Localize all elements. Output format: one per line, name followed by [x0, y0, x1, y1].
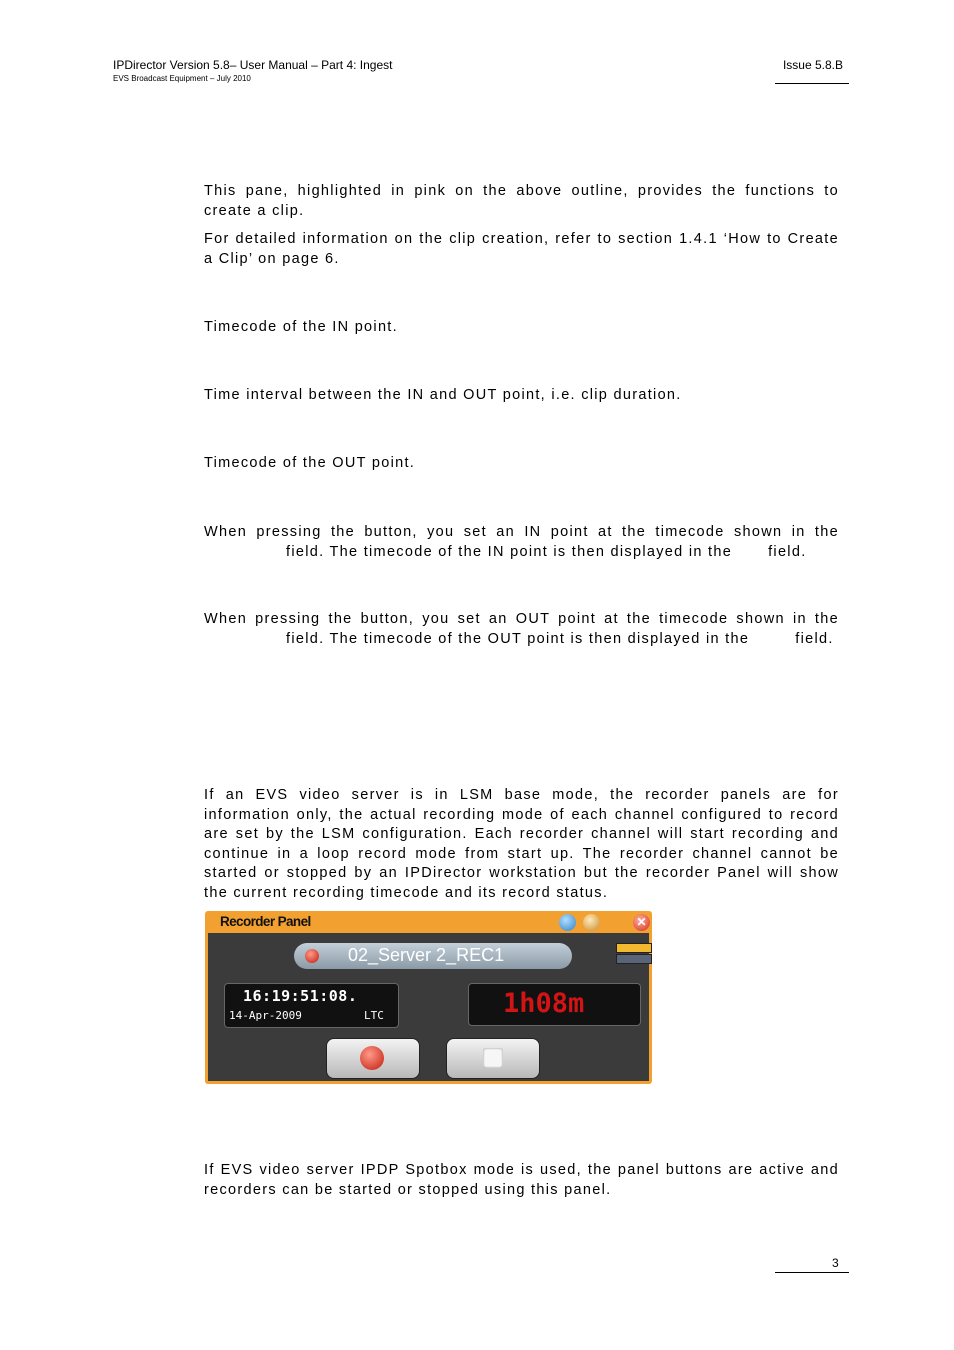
status-bar-grey [616, 954, 652, 964]
close-icon[interactable]: ✕ [633, 914, 650, 931]
timecode-date: 14-Apr-2009 [229, 1009, 302, 1022]
text-line: field. The timecode of the IN point is then displayed in the [286, 543, 733, 560]
text-line: For detailed information on the clip creation, refer to section 1.4.1 ‘How to Create [204, 231, 839, 247]
text-line: When pressing the button, you set an OUT point at the timecode shown in the [204, 611, 839, 627]
text-line: create a clip. [204, 202, 305, 219]
channel-name: 02_Server 2_REC1 [348, 945, 505, 965]
paragraph-pane-intro [204, 182, 839, 221]
help-icon[interactable] [559, 914, 576, 931]
timecode-value: 16:19:51:08. [243, 987, 358, 1005]
recorder-panel-title: Recorder Panel [220, 914, 311, 929]
recorder-panel-screenshot [205, 911, 652, 1084]
paragraph-mark-in [204, 523, 839, 562]
paragraph-lsm-mode [204, 786, 839, 903]
text-line: are set by the LSM configuration. Each recorder channel will start recording and [204, 826, 839, 842]
channel-selector[interactable] [294, 943, 572, 969]
remaining-time-value: 1h08m [503, 988, 585, 1019]
paragraph-out-point: Timecode of the OUT point. [204, 455, 416, 471]
stop-icon [483, 1048, 503, 1068]
page-number: 3 [832, 1256, 839, 1270]
timecode-source: LTC [364, 1009, 384, 1022]
settings-icon[interactable] [583, 914, 600, 931]
recorder-panel-body [208, 933, 649, 1081]
text-line: If an EVS video server is in LSM base mode, the recorder panels are for [204, 787, 839, 803]
text-line: the current recording timecode and its record status. [204, 884, 609, 901]
text-line: continue in a loop record mode from start up. The recorder channel cannot be [204, 845, 839, 862]
text-line: If EVS video server IPDP Spotbox mode is used, the panel buttons are active and [204, 1162, 839, 1178]
paragraph-in-point: Timecode of the IN point. [204, 319, 398, 335]
paragraph-duration: Time interval between the IN and OUT point, i.e. clip duration. [204, 387, 682, 403]
footer-rule [775, 1272, 849, 1273]
text-line: started or stopped by an IPDirector workstation but the recorder Panel will show [204, 865, 839, 881]
header-rule [775, 83, 849, 84]
paragraph-clip-reference [204, 230, 839, 269]
header-title: IPDirector Version 5.8– User Manual – Part 4: Ingest [113, 58, 393, 72]
text-line: This pane, highlighted in pink on the above outline, provides the functions to [204, 183, 839, 199]
text-line: a Clip’ on page 6. [204, 250, 340, 267]
record-icon [360, 1046, 384, 1070]
text-line: When pressing the button, you set an IN point at the timecode shown in the [204, 524, 839, 540]
header-issue: Issue 5.8.B [782, 58, 843, 72]
text-line: field. [795, 630, 834, 647]
remaining-time-display [468, 983, 641, 1026]
text-line: field. The timecode of the OUT point is then displayed in the [286, 630, 750, 647]
text-line: recorders can be started or stopped using this panel. [204, 1181, 612, 1198]
paragraph-spotbox-mode [204, 1161, 839, 1200]
timecode-display [224, 983, 399, 1028]
record-button[interactable] [326, 1038, 420, 1079]
text-line: field. [768, 543, 807, 560]
stop-button[interactable] [446, 1038, 540, 1079]
paragraph-mark-out [204, 610, 839, 649]
record-status-icon [305, 949, 319, 963]
text-line: information only, the actual recording mode of each channel configured to record [204, 806, 839, 823]
status-bar-yellow [616, 943, 652, 953]
header-subtitle: EVS Broadcast Equipment – July 2010 [113, 74, 251, 83]
